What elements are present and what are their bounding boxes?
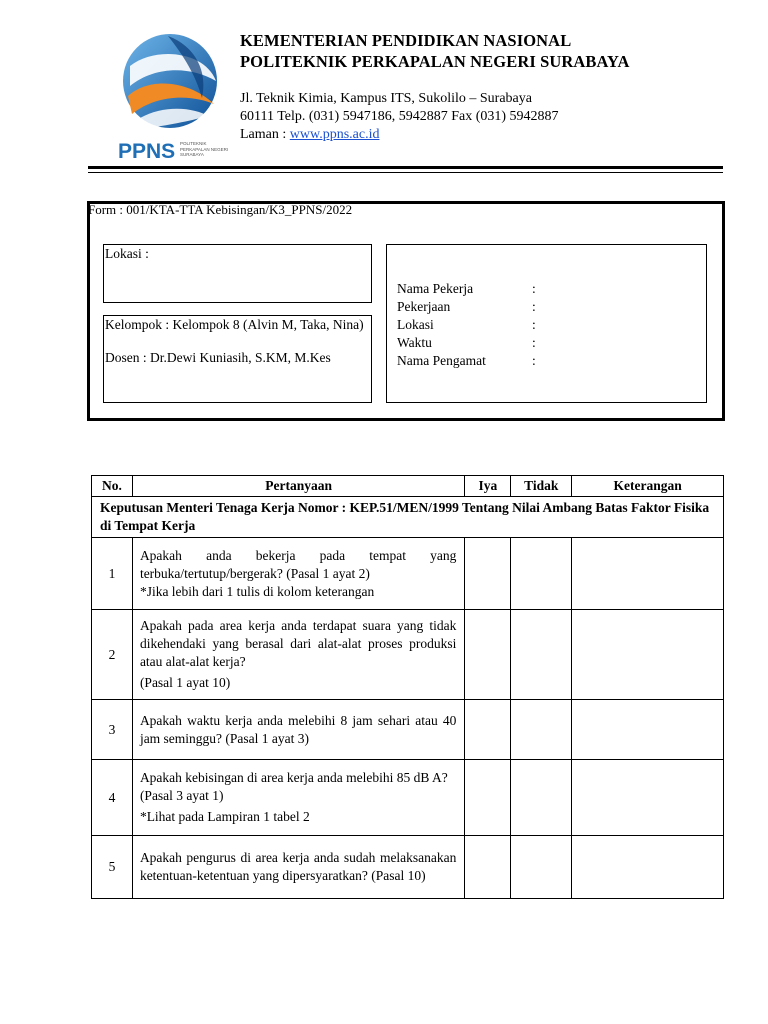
header-rule-thin: [88, 172, 723, 173]
question-cell: [132, 836, 464, 899]
colon: :: [532, 317, 536, 332]
question-text: Apakah pada area kerja anda terdapat suara yang tidak dikehendaki yang berasal dari alat-alat proses produksi atau alat-alat kerja?: [139, 618, 457, 669]
table-row: [92, 610, 724, 700]
section-row: [92, 497, 724, 538]
website-link[interactable]: www.ppns.ac.id: [289, 127, 380, 142]
field-waktu: Waktu: [397, 335, 432, 350]
header-rule-thick: [88, 166, 723, 169]
address-line-2: 60111 Telp. (031) 5947186, 5942887 Fax (031) 5942887: [240, 109, 559, 124]
tidak-cell[interactable]: [511, 610, 572, 700]
row-number: 2: [92, 610, 133, 700]
iya-cell[interactable]: [465, 538, 511, 610]
header-tidak: Tidak: [511, 476, 572, 497]
address-line-1: Jl. Teknik Kimia, Kampus ITS, Sukolilo – Surabaya: [240, 91, 532, 106]
website-line: [240, 126, 559, 144]
worker-info-box: [386, 244, 707, 403]
row-number: 4: [92, 760, 133, 836]
tidak-cell[interactable]: [511, 760, 572, 836]
institution-header: [240, 30, 630, 72]
question-note: *Jika lebih dari 1 tulis di kolom keterangan: [139, 583, 375, 599]
ministry-title: KEMENTERIAN PENDIDIKAN NASIONAL: [240, 31, 572, 50]
logo-wordmark: PPNS: [118, 140, 176, 163]
question-note: (Pasal 1 ayat 10): [139, 675, 231, 690]
iya-cell[interactable]: [465, 610, 511, 700]
row-number: 3: [92, 700, 133, 760]
question-cell: [132, 538, 464, 610]
iya-cell[interactable]: [465, 836, 511, 899]
keterangan-cell[interactable]: [572, 538, 724, 610]
question-note: *Lihat pada Lampiran 1 tabel 2: [139, 809, 310, 824]
keterangan-cell[interactable]: [572, 610, 724, 700]
header-iya: Iya: [465, 476, 511, 497]
website-prefix: Laman :: [240, 127, 290, 142]
ppns-logo: [110, 26, 230, 166]
question-text: Apakah kebisingan di area kerja anda melebihi 85 dB A? (Pasal 3 ayat 1): [139, 770, 448, 803]
lokasi-box[interactable]: [103, 244, 372, 303]
keterangan-cell[interactable]: [572, 836, 724, 899]
table-row: [92, 538, 724, 610]
section-title: Keputusan Menteri Tenaga Kerja Nomor : KEP.51/MEN/1999 Tentang Nilai Ambang Batas Faktor Fisika di Tempat Kerja: [92, 497, 724, 538]
header-keterangan: Keterangan: [572, 476, 724, 497]
field-nama-pengamat: Nama Pengamat: [397, 353, 486, 368]
keterangan-cell[interactable]: [572, 700, 724, 760]
question-cell: [132, 700, 464, 760]
row-number: 5: [92, 836, 133, 899]
table-header-row: [92, 476, 724, 497]
form-code: Form : 001/KTA-TTA Kebisingan/K3_PPNS/2022: [88, 202, 353, 217]
table-row: [92, 700, 724, 760]
colon: :: [532, 335, 536, 350]
tidak-cell[interactable]: [511, 538, 572, 610]
table-row: [92, 760, 724, 836]
colon: :: [532, 281, 536, 296]
lokasi-label: Lokasi :: [105, 246, 149, 261]
iya-cell[interactable]: [465, 760, 511, 836]
question-text: Apakah anda bekerja pada tempat yang terbuka/tertutup/bergerak? (Pasal 1 ayat 2): [139, 547, 457, 581]
field-lokasi: Lokasi: [397, 317, 434, 332]
iya-cell[interactable]: [465, 700, 511, 760]
question-text: Apakah waktu kerja anda melebihi 8 jam sehari atau 40 jam seminggu? (Pasal 1 ayat 3): [139, 712, 457, 746]
tidak-cell[interactable]: [511, 700, 572, 760]
question-cell: [132, 610, 464, 700]
dosen-text: Dosen : Dr.Dewi Kuniasih, S.KM, M.Kes: [105, 350, 331, 365]
keterangan-cell[interactable]: [572, 760, 724, 836]
colon: :: [532, 299, 536, 314]
polytechnic-title: POLITEKNIK PERKAPALAN NEGERI SURABAYA: [240, 52, 630, 71]
row-number: 1: [92, 538, 133, 610]
group-box: [103, 315, 372, 403]
checklist-table: [91, 475, 724, 899]
header-no: No.: [92, 476, 133, 497]
field-pekerjaan: Pekerjaan: [397, 299, 451, 314]
question-cell: [132, 760, 464, 836]
tidak-cell[interactable]: [511, 836, 572, 899]
kelompok-text: Kelompok : Kelompok 8 (Alvin M, Taka, Nina): [105, 317, 364, 332]
address-block: [240, 90, 559, 144]
logo-subtext: POLITEKNIK PERKAPALAN NEGERI SURABAYA: [180, 141, 229, 157]
field-nama-pekerja: Nama Pekerja: [397, 281, 474, 296]
table-row: [92, 836, 724, 899]
question-text: Apakah pengurus di area kerja anda sudah melaksanakan ketentuan-ketentuan yang dipersyaratkan? (Pasal 10): [139, 850, 457, 883]
colon: :: [532, 353, 536, 368]
header-pertanyaan: Pertanyaan: [132, 476, 464, 497]
